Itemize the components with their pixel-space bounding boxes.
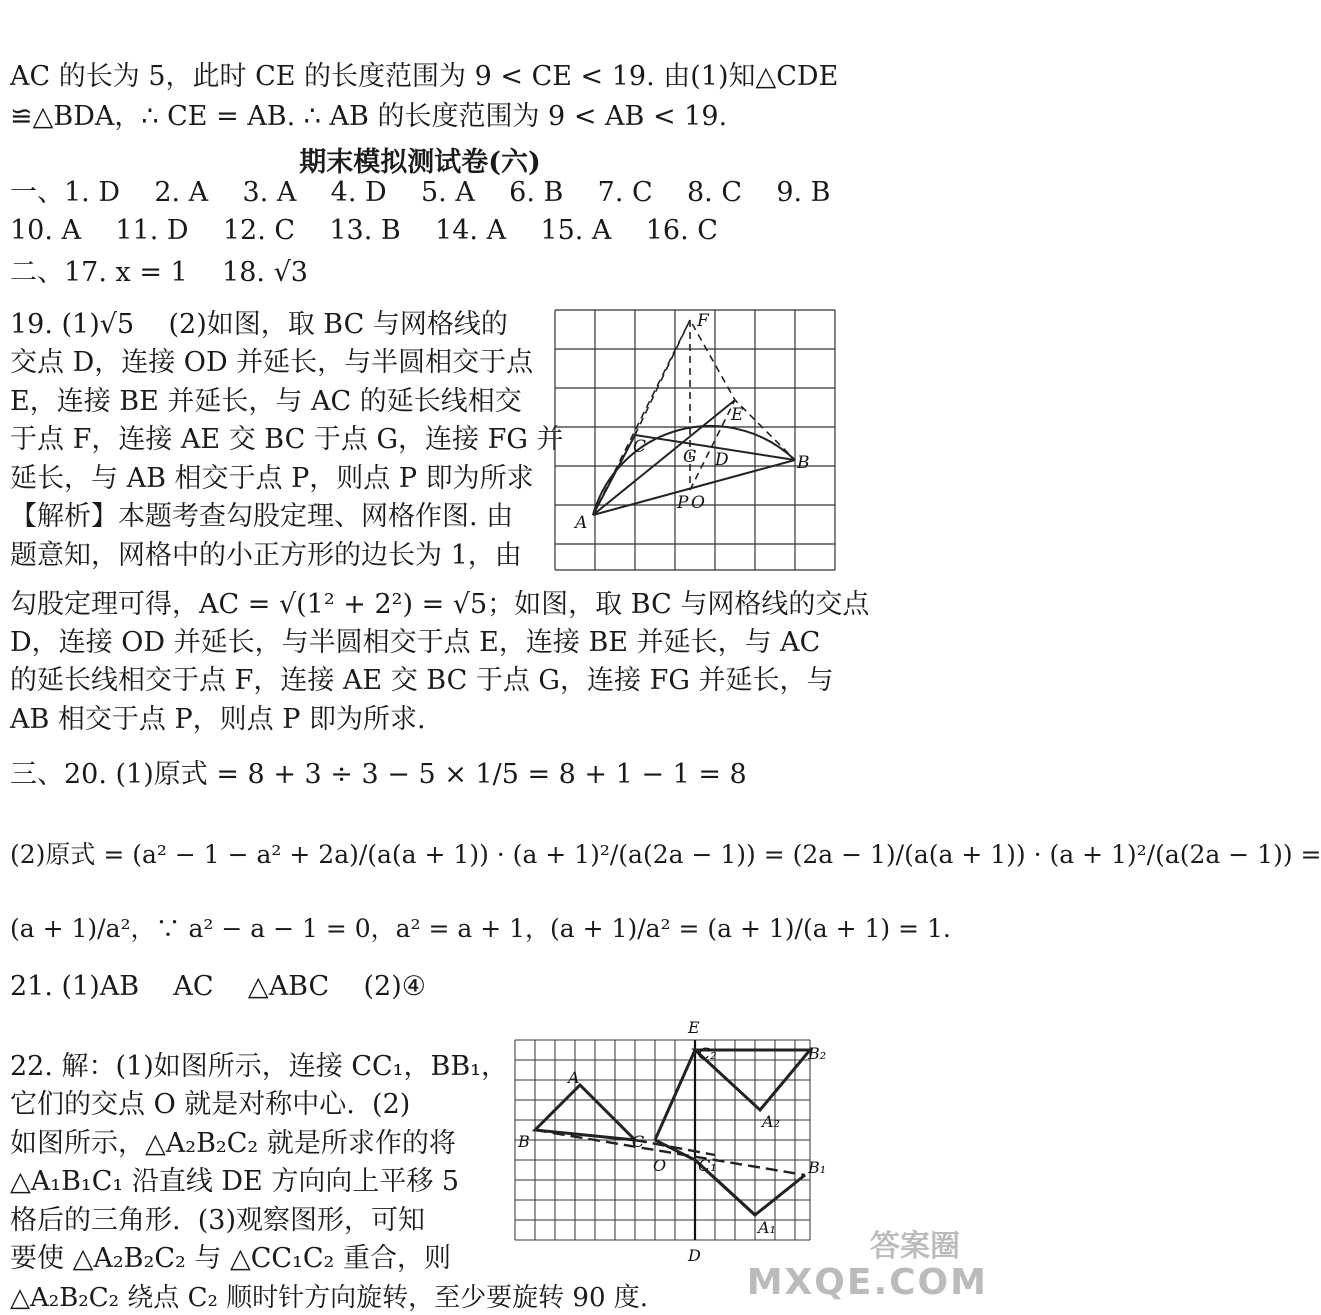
q19-analysis-4: D，连接 OD 并延长，与半圆相交于点 E，连接 BE 并延长，与 AC [10, 627, 821, 658]
label2-A1: A₁ [758, 1218, 776, 1237]
label-A: A [575, 513, 588, 533]
q19-analysis-1: 【解析】本题考查勾股定理、网格作图. 由 [10, 501, 514, 532]
line-1: AC 的长为 5，此时 CE 的长度范围为 9 < CE < 19. 由(1)知△CDE [10, 61, 839, 92]
q22-line-5: 格后的三角形. (3)观察图形，可知 [10, 1205, 425, 1236]
label2-B: B [518, 1132, 530, 1151]
label-D: D [715, 450, 729, 470]
q19-line-1: 19. (1)√5 (2)如图，取 BC 与网格线的 [10, 309, 508, 340]
label2-B2: B₂ [808, 1044, 827, 1063]
label-F: F [697, 311, 709, 331]
label-P: P [677, 493, 689, 513]
q20-part-2-cont: (a + 1)/a²，∵ a² − a − 1 = 0，a² = a + 1，(a + 1)/a² = (a + 1)/(a + 1) = 1. [10, 914, 951, 943]
q19-analysis-3: 勾股定理可得，AC = √(1² + 2²) = √5；如图，取 BC 与网格线的交点 [10, 589, 870, 620]
line-2: ≌△BDA，∴ CE = AB. ∴ AB 的长度范围为 9 < AB < 19. [10, 101, 728, 132]
q22-line-4: △A₁B₁C₁ 沿直线 DE 方向向上平移 5 [10, 1166, 460, 1197]
answers-choice-1: 一、1. D 2. A 3. A 4. D 5. A 6. B 7. C 8. C 9. B [10, 177, 831, 208]
label-B: B [797, 453, 810, 473]
q22-line-1: 22. 解：(1)如图所示，连接 CC₁，BB₁， [10, 1051, 508, 1082]
grid-lines [555, 310, 835, 570]
watermark-badge: 答案圈 [870, 1229, 960, 1264]
q19-analysis-5: 的延长线相交于点 F，连接 AE 交 BC 于点 G，连接 FG 并延长，与 [10, 665, 834, 696]
figure-19-svg [545, 300, 845, 580]
label2-C2: C₂ [698, 1044, 717, 1063]
label2-C1: C₁ [698, 1156, 717, 1175]
figure-22-svg [510, 1015, 835, 1270]
q19-analysis-2: 题意知，网格中的小正方形的边长为 1，由 [10, 540, 522, 571]
q21: 21. (1)AB AC △ABC (2)④ [10, 971, 426, 1002]
figure-22-grid [510, 1015, 835, 1270]
watermark-site: MXQE.COM [746, 1262, 988, 1303]
label-O: O [691, 493, 705, 513]
label2-E: E [688, 1018, 700, 1037]
q22-line-6: 要使 △A₂B₂C₂ 与 △CC₁C₂ 重合，则 [10, 1243, 451, 1274]
label2-O: O [653, 1156, 667, 1175]
label2-A: A [568, 1068, 580, 1087]
label-C: C [633, 437, 647, 457]
figure-19-grid [545, 300, 845, 580]
q20-part-1: 三、20. (1)原式 = 8 + 3 ÷ 3 − 5 × 1/5 = 8 + 1 − 1 = 8 [10, 759, 747, 790]
q19-line-2: 交点 D，连接 OD 并延长，与半圆相交于点 [10, 347, 534, 378]
q19-line-5: 延长，与 AB 相交于点 P，则点 P 即为所求 [10, 463, 534, 494]
answers-fill: 二、17. x = 1 18. √3 [10, 257, 308, 288]
section-title: 期末模拟测试卷(六) [299, 147, 541, 178]
q20-part-2: (2)原式 = (a² − 1 − a² + 2a)/(a(a + 1)) · (a + 1)²/(a(2a − 1)) = (2a − 1)/(a(a + 1)) · (a + 1)²/(a(2a − 1)) = [10, 840, 1321, 869]
label2-D: D [688, 1246, 701, 1265]
label-E: E [731, 405, 744, 425]
label-G: G [683, 447, 697, 467]
label2-A2: A₂ [762, 1112, 780, 1131]
q19-line-4: 于点 F，连接 AE 交 BC 于点 G，连接 FG 并 [10, 424, 564, 455]
q19-analysis-6: AB 相交于点 P，则点 P 即为所求. [10, 704, 426, 735]
q22-line-3: 如图所示，△A₂B₂C₂ 就是所求作的将 [10, 1128, 456, 1159]
q22-line-2: 它们的交点 O 就是对称中心. (2) [10, 1089, 411, 1120]
q22-line-7: △A₂B₂C₂ 绕点 C₂ 顺时针方向旋转，至少要旋转 90 度. [10, 1283, 649, 1313]
label2-C: C [632, 1132, 645, 1151]
q19-line-3: E，连接 BE 并延长，与 AC 的延长线相交 [10, 386, 522, 417]
label2-B1: B₁ [808, 1158, 827, 1177]
grid-lines-2 [515, 1040, 810, 1240]
answers-choice-2: 10. A 11. D 12. C 13. B 14. A 15. A 16. C [10, 215, 718, 246]
